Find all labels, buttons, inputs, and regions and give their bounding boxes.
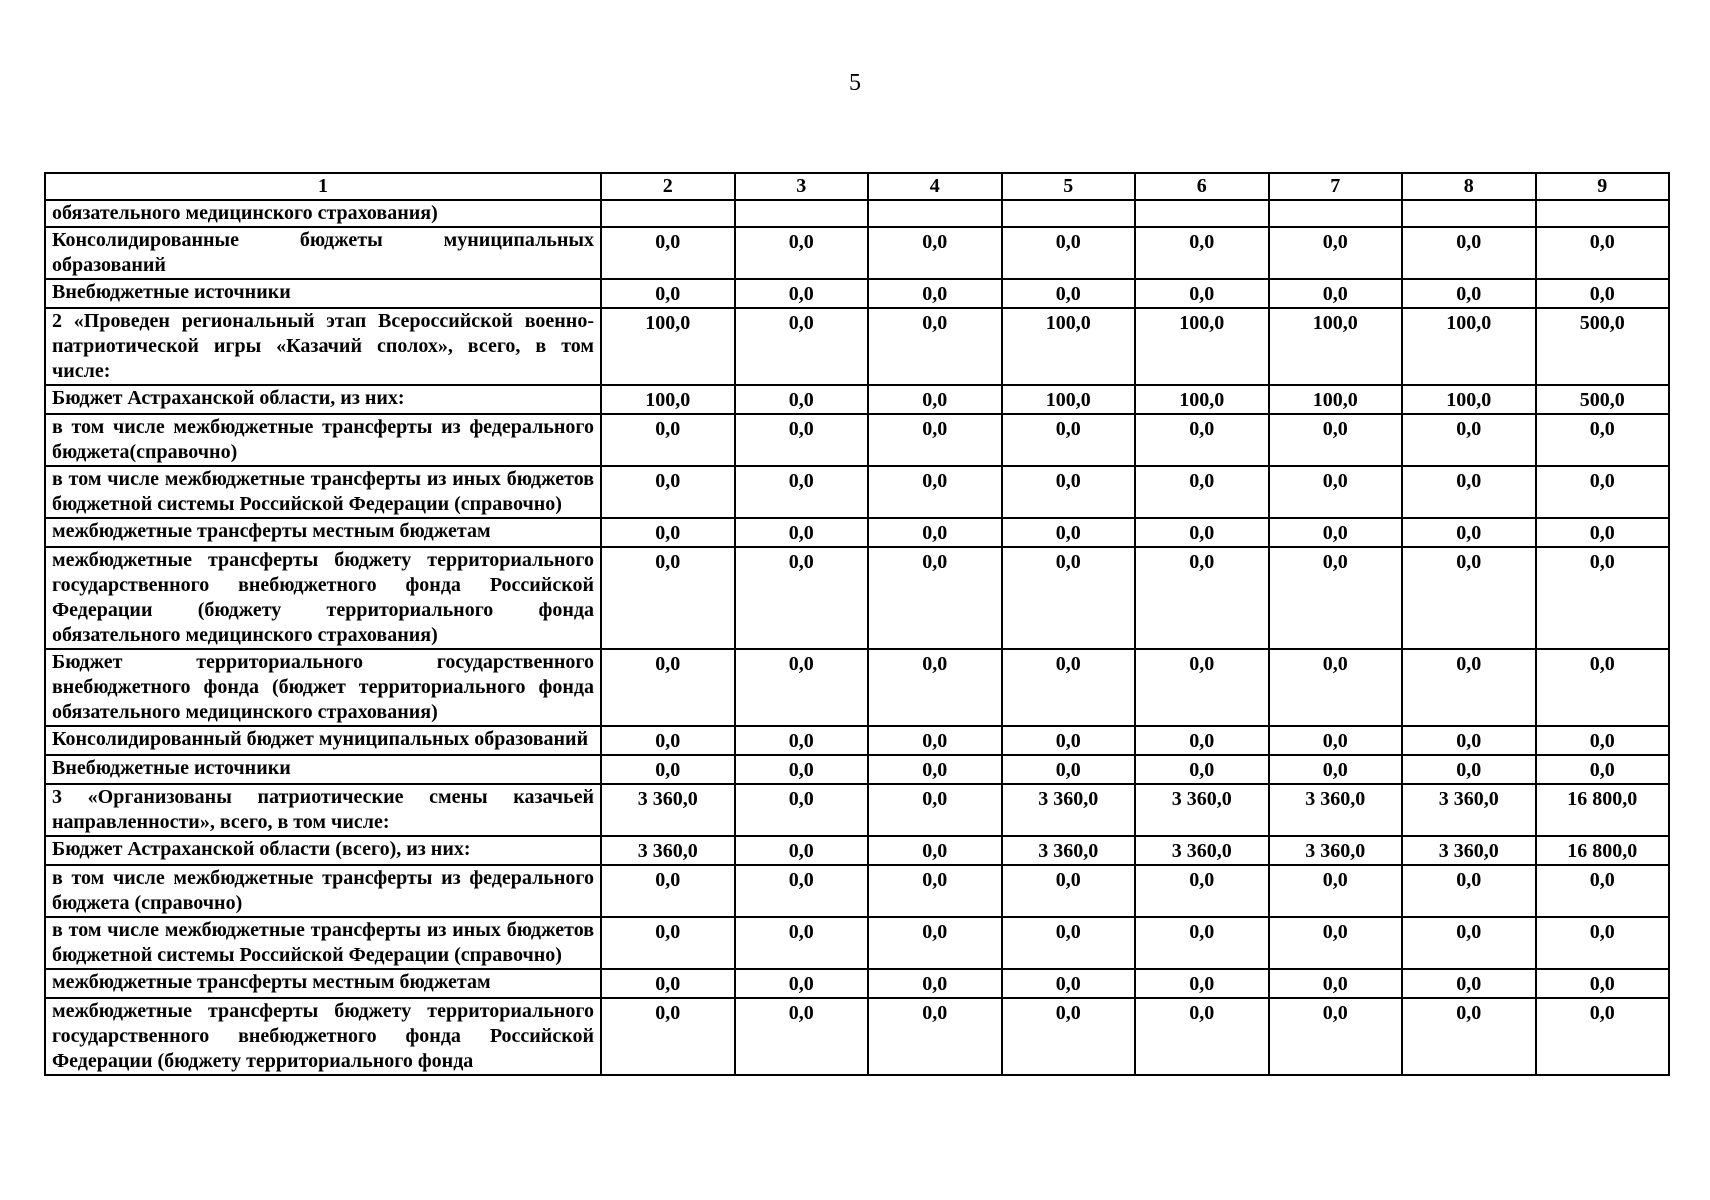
table-row [45,414,1669,466]
table-row [45,385,1669,414]
value-cell: 0,0 [735,865,869,917]
value-cell: 0,0 [1402,547,1536,649]
row-label: Бюджет территориального государственного внебюджетного фонда (бюджет территориального фонда обязательного медицинского страхования) [45,649,601,726]
page-number: 5 [849,70,861,96]
value-cell: 0,0 [868,385,1002,414]
value-cell: 0,0 [601,279,735,308]
value-cell: 0,0 [1135,414,1269,466]
value-cell: 0,0 [1402,969,1536,998]
value-cell: 0,0 [1135,466,1269,518]
value-cell: 500,0 [1536,385,1670,414]
value-cell: 100,0 [1269,308,1403,385]
value-cell: 0,0 [1536,649,1670,726]
value-cell [601,200,735,227]
value-cell: 0,0 [601,998,735,1075]
value-cell: 0,0 [1269,998,1403,1075]
value-cell: 0,0 [1536,865,1670,917]
value-cell: 0,0 [1269,969,1403,998]
value-cell: 3 360,0 [1402,784,1536,836]
value-cell: 0,0 [1002,547,1136,649]
value-cell: 0,0 [1536,755,1670,784]
value-cell: 0,0 [735,836,869,865]
value-cell: 0,0 [1269,414,1403,466]
value-cell: 0,0 [1536,414,1670,466]
value-cell: 0,0 [735,547,869,649]
table-row [45,726,1669,755]
value-cell: 0,0 [1536,279,1670,308]
value-cell [1002,200,1136,227]
value-cell: 100,0 [1002,308,1136,385]
value-cell: 0,0 [1002,726,1136,755]
value-cell: 0,0 [735,969,869,998]
table-body [45,200,1669,1075]
value-cell: 0,0 [1002,414,1136,466]
value-cell: 0,0 [1402,518,1536,547]
value-cell: 0,0 [1135,518,1269,547]
table-row [45,755,1669,784]
value-cell: 0,0 [868,784,1002,836]
table-row [45,917,1669,969]
row-label: 2 «Проведен региональный этап Всероссийской военно-патриотической игры «Казачий сполох», всего, в том числе: [45,308,601,385]
value-cell: 0,0 [868,466,1002,518]
row-label: межбюджетные трансферты бюджету территориального государственного внебюджетного фонда Российской Федерации (бюджету территориального фонда обязательного медицинского страхования) [45,547,601,649]
value-cell: 100,0 [1269,385,1403,414]
value-cell: 0,0 [1135,917,1269,969]
value-cell: 0,0 [868,726,1002,755]
row-label: Внебюджетные источники [45,755,601,784]
budget-table [44,172,1670,1076]
value-cell: 0,0 [735,385,869,414]
value-cell: 0,0 [868,755,1002,784]
row-label: межбюджетные трансферты бюджету территориального государственного внебюджетного фонда Российской Федерации (бюджету территориального фонда [45,998,601,1075]
value-cell: 0,0 [1002,518,1136,547]
table-row [45,466,1669,518]
value-cell: 0,0 [1536,518,1670,547]
value-cell: 0,0 [868,308,1002,385]
value-cell: 0,0 [868,518,1002,547]
value-cell: 0,0 [1269,649,1403,726]
value-cell: 100,0 [1135,308,1269,385]
value-cell: 0,0 [1002,865,1136,917]
value-cell: 0,0 [868,227,1002,279]
value-cell: 0,0 [868,917,1002,969]
value-cell: 0,0 [1135,279,1269,308]
value-cell: 0,0 [601,518,735,547]
value-cell: 0,0 [1536,547,1670,649]
value-cell: 0,0 [735,726,869,755]
value-cell: 0,0 [1002,279,1136,308]
value-cell: 0,0 [1402,466,1536,518]
value-cell: 100,0 [1002,385,1136,414]
column-header: 5 [1002,173,1136,200]
value-cell: 0,0 [601,917,735,969]
value-cell [1536,200,1670,227]
value-cell: 0,0 [601,649,735,726]
value-cell: 0,0 [735,279,869,308]
row-label: Бюджет Астраханской области, из них: [45,385,601,414]
value-cell: 3 360,0 [1135,836,1269,865]
value-cell: 0,0 [1002,755,1136,784]
value-cell: 0,0 [868,998,1002,1075]
value-cell: 0,0 [1002,227,1136,279]
value-cell: 0,0 [868,836,1002,865]
value-cell: 0,0 [1269,227,1403,279]
value-cell: 0,0 [601,969,735,998]
row-label: межбюджетные трансферты местным бюджетам [45,969,601,998]
value-cell: 0,0 [1135,726,1269,755]
table-row [45,836,1669,865]
row-label: в том числе межбюджетные трансферты из федерального бюджета(справочно) [45,414,601,466]
value-cell: 0,0 [1135,865,1269,917]
value-cell [1402,200,1536,227]
value-cell: 0,0 [1269,726,1403,755]
value-cell: 0,0 [1002,649,1136,726]
table-row [45,969,1669,998]
value-cell: 0,0 [1536,998,1670,1075]
value-cell: 0,0 [1402,755,1536,784]
row-label: Внебюджетные источники [45,279,601,308]
value-cell: 3 360,0 [1269,836,1403,865]
row-label: в том числе межбюджетные трансферты из иных бюджетов бюджетной системы Российской Федерации (справочно) [45,466,601,518]
column-header: 8 [1402,173,1536,200]
value-cell: 0,0 [1002,998,1136,1075]
value-cell [1269,200,1403,227]
table-row [45,865,1669,917]
value-cell: 0,0 [1135,755,1269,784]
value-cell: 100,0 [1135,385,1269,414]
value-cell: 0,0 [1402,998,1536,1075]
value-cell: 0,0 [1269,917,1403,969]
value-cell: 3 360,0 [1135,784,1269,836]
value-cell: 0,0 [735,649,869,726]
table-row [45,279,1669,308]
value-cell: 0,0 [735,784,869,836]
value-cell: 3 360,0 [1402,836,1536,865]
value-cell: 0,0 [735,466,869,518]
row-label: 3 «Организованы патриотические смены казачьей направленности», всего, в том числе: [45,784,601,836]
value-cell: 0,0 [601,726,735,755]
table-row [45,227,1669,279]
column-header: 4 [868,173,1002,200]
table-row [45,784,1669,836]
value-cell [735,200,869,227]
value-cell: 0,0 [735,518,869,547]
value-cell: 100,0 [601,385,735,414]
table-row [45,547,1669,649]
table-row [45,998,1669,1075]
row-label: Консолидированный бюджет муниципальных образований [45,726,601,755]
column-header: 1 [45,173,601,200]
value-cell: 0,0 [868,547,1002,649]
value-cell: 0,0 [601,414,735,466]
value-cell: 0,0 [601,227,735,279]
value-cell: 16 800,0 [1536,784,1670,836]
row-label: в том числе межбюджетные трансферты из федерального бюджета (справочно) [45,865,601,917]
value-cell: 0,0 [735,755,869,784]
value-cell: 0,0 [601,466,735,518]
value-cell: 0,0 [735,227,869,279]
value-cell: 100,0 [1402,385,1536,414]
table-row [45,200,1669,227]
value-cell: 0,0 [1135,649,1269,726]
value-cell: 0,0 [1002,969,1136,998]
value-cell: 3 360,0 [1269,784,1403,836]
value-cell [868,200,1002,227]
value-cell: 0,0 [1269,755,1403,784]
value-cell: 0,0 [1536,917,1670,969]
value-cell: 0,0 [1269,466,1403,518]
value-cell: 0,0 [735,414,869,466]
value-cell: 0,0 [1402,414,1536,466]
value-cell: 0,0 [1135,547,1269,649]
value-cell: 0,0 [1402,726,1536,755]
value-cell: 0,0 [735,308,869,385]
value-cell: 0,0 [1536,227,1670,279]
value-cell: 0,0 [1135,969,1269,998]
value-cell: 0,0 [1536,466,1670,518]
column-number-row [45,173,1669,200]
row-label: Бюджет Астраханской области (всего), из них: [45,836,601,865]
value-cell: 100,0 [1402,308,1536,385]
value-cell: 0,0 [1536,726,1670,755]
column-header: 2 [601,173,735,200]
table-row [45,518,1669,547]
value-cell: 0,0 [1135,227,1269,279]
value-cell: 0,0 [601,865,735,917]
value-cell: 0,0 [1402,279,1536,308]
value-cell: 0,0 [1269,279,1403,308]
value-cell: 0,0 [735,917,869,969]
value-cell: 0,0 [868,279,1002,308]
value-cell: 0,0 [735,998,869,1075]
value-cell: 0,0 [1536,969,1670,998]
value-cell: 0,0 [868,414,1002,466]
value-cell: 500,0 [1536,308,1670,385]
column-header: 7 [1269,173,1403,200]
value-cell [1135,200,1269,227]
value-cell: 0,0 [868,969,1002,998]
value-cell: 0,0 [1402,227,1536,279]
value-cell: 0,0 [1135,998,1269,1075]
value-cell: 3 360,0 [601,784,735,836]
table-row [45,649,1669,726]
value-cell: 0,0 [1002,466,1136,518]
value-cell: 100,0 [601,308,735,385]
value-cell: 0,0 [1269,865,1403,917]
value-cell: 0,0 [601,755,735,784]
value-cell: 0,0 [1002,917,1136,969]
value-cell: 0,0 [1402,917,1536,969]
value-cell: 0,0 [868,865,1002,917]
value-cell: 0,0 [1269,547,1403,649]
row-label: в том числе межбюджетные трансферты из иных бюджетов бюджетной системы Российской Федерации (справочно) [45,917,601,969]
column-header: 6 [1135,173,1269,200]
table-row [45,308,1669,385]
row-label: обязательного медицинского страхования) [45,200,601,227]
value-cell: 0,0 [868,649,1002,726]
value-cell: 3 360,0 [601,836,735,865]
row-label: межбюджетные трансферты местным бюджетам [45,518,601,547]
row-label: Консолидированные бюджеты муниципальных образований [45,227,601,279]
value-cell: 3 360,0 [1002,784,1136,836]
value-cell: 0,0 [1269,518,1403,547]
value-cell: 16 800,0 [1536,836,1670,865]
column-header: 9 [1536,173,1670,200]
value-cell: 0,0 [1402,649,1536,726]
value-cell: 0,0 [601,547,735,649]
value-cell: 0,0 [1402,865,1536,917]
value-cell: 3 360,0 [1002,836,1136,865]
column-header: 3 [735,173,869,200]
